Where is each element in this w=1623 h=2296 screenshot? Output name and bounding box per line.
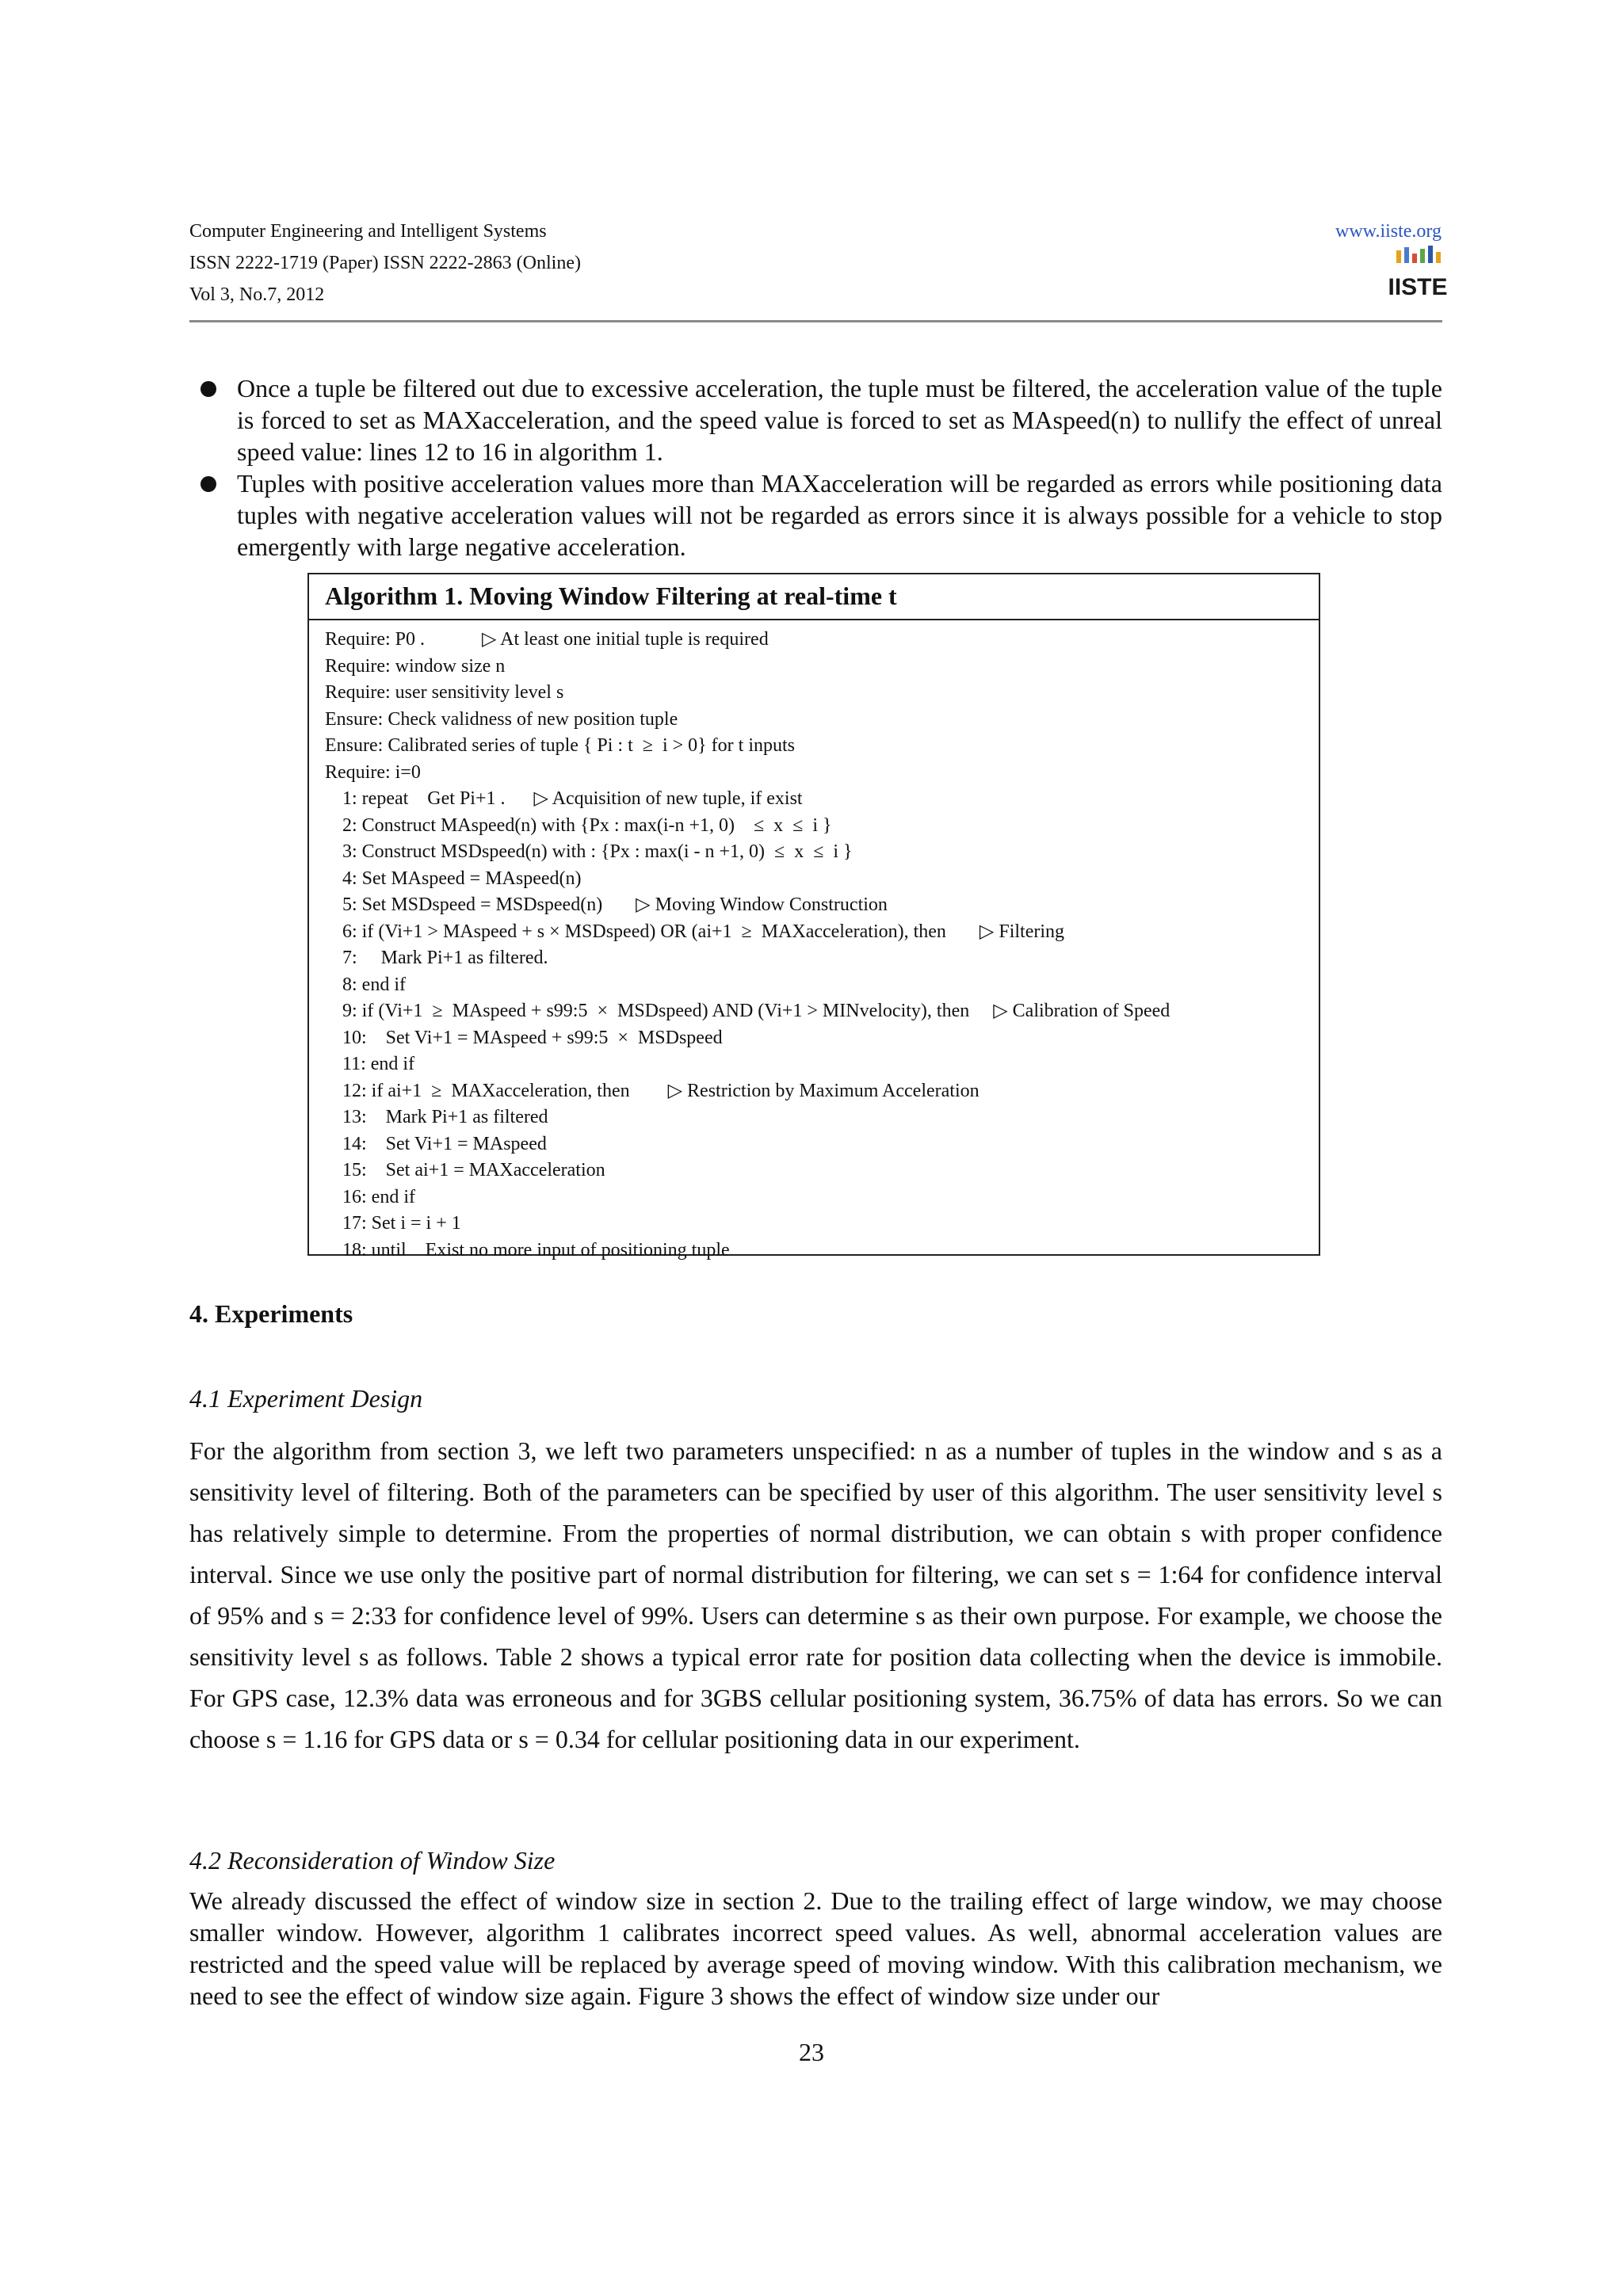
svg-text:IISTE: IISTE bbox=[1388, 274, 1448, 300]
algorithm-line: 18: until Exist no more input of positioning tuple bbox=[342, 1239, 730, 1261]
page-number: 23 bbox=[799, 2038, 824, 2066]
paragraph: For the algorithm from section 3, we left two parameters unspecified: n as a number of tuples in the window and s as a sensitivity level of filtering. Both of the parameters can be specified by user of this algorithm. The user sensitivity level s has relatively simple to determine. From the properties of normal distribution, we can obtain s with proper confidence interval. Since we use only the positive part of normal distribution for filtering, we can set s = 1:64 for confidence interval of 95% and s = 2:33 for confidence level of 99%. Users can determine s as their own purpose. For example, we choose the sensitivity level s as follows. Table 2 shows a typical error rate for position data collecting when the device is immobile. For GPS case, 12.3% data was erroneous and for 3GBS cellular positioning system, 36.75% of data has errors. So we can choose s = 1.16 for GPS data or s = 0.34 for cellular positioning data in our experiment. bbox=[189, 1436, 1442, 1753]
website-link[interactable]: www.iiste.org bbox=[1335, 221, 1442, 242]
algorithm-line: 11: end if bbox=[342, 1054, 415, 1074]
algorithm-line: 14: Set Vi+1 = MAspeed bbox=[342, 1133, 547, 1154]
bullet-text: Tuples with positive acceleration values more than MAXacceleration will be regarded as errors while positioning data tuples with negative acceleration values will not be regarded as errors since it is always possible for a vehicle to stop emergently with large negative acceleration. bbox=[237, 469, 1442, 561]
algorithm-line: 10: Set Vi+1 = MAspeed + s99:5 × MSDspeed bbox=[342, 1027, 723, 1048]
journal-name: Computer Engineering and Intelligent Systems bbox=[189, 221, 547, 242]
algorithm-box bbox=[307, 573, 1320, 1261]
algorithm-line: 3: Construct MSDspeed(n) with : {Px : max(i - n +1, 0) ≤ x ≤ i } bbox=[342, 841, 853, 862]
header-divider bbox=[189, 320, 1442, 322]
algorithm-title: Algorithm 1. Moving Window Filtering at real-time t bbox=[309, 574, 1319, 620]
algorithm-line: 8: end if bbox=[342, 974, 406, 995]
bullet-item bbox=[189, 467, 1442, 563]
bullet-item bbox=[189, 372, 1442, 467]
algorithm-line: 2: Construct MAspeed(n) with {Px : max(i-n +1, 0) ≤ x ≤ i } bbox=[342, 814, 832, 836]
journal-volume: Vol 3, No.7, 2012 bbox=[189, 284, 325, 305]
bullet-dot-icon bbox=[200, 381, 216, 397]
algorithm-line: Require: i=0 bbox=[325, 761, 421, 783]
bullet-text: Once a tuple be filtered out due to excessive acceleration, the tuple must be filtered, the acceleration value of the tuple is forced to set as MAXacceleration, and the speed value is forced to set as MAspeed(n) to nullify the effect of unreal speed value: lines 12 to 16 in algorithm 1. bbox=[237, 374, 1442, 466]
algorithm-body bbox=[309, 620, 1319, 1264]
algorithm-line: Require: user sensitivity level s bbox=[325, 682, 564, 703]
bullet-dot-icon bbox=[200, 476, 216, 492]
bullet-list bbox=[189, 372, 1442, 563]
algorithm-line: 4: Set MAspeed = MAspeed(n) bbox=[342, 868, 582, 889]
algorithm-line: Require: window size n bbox=[325, 655, 506, 677]
algorithm-line: 5: Set MSDspeed = MSDspeed(n) ▷ Moving Window Construction bbox=[342, 894, 888, 915]
algorithm-line: Ensure: Check validness of new position tuple bbox=[325, 708, 678, 730]
page-header bbox=[189, 215, 1442, 311]
journal-issn: ISSN 2222-1719 (Paper) ISSN 2222-2863 (Online) bbox=[189, 253, 581, 273]
algorithm-line: 13: Mark Pi+1 as filtered bbox=[342, 1107, 548, 1127]
algorithm-line: 7: Mark Pi+1 as filtered. bbox=[342, 948, 548, 968]
algorithm-line: 1: repeat Get Pi+1 . ▷ Acquisition of new tuple, if exist bbox=[342, 788, 803, 809]
iiste-logo-icon bbox=[1388, 246, 1448, 301]
algorithm-line: Ensure: Calibrated series of tuple { Pi : t ≥ i > 0} for t inputs bbox=[325, 735, 795, 756]
subsection-title: 4.1 Experiment Design bbox=[189, 1384, 423, 1413]
algorithm-line: 6: if (Vi+1 > MAspeed + s × MSDspeed) OR (ai+1 ≥ MAXacceleration), then ▷ Filtering bbox=[342, 921, 1065, 942]
section-title: 4. Experiments bbox=[189, 1299, 353, 1328]
algorithm-line: Require: P0 . ▷ At least one initial tuple is required bbox=[325, 629, 769, 650]
paragraph: We already discussed the effect of window size in section 2. Due to the trailing effect of large window, we may choose smaller window. However, algorithm 1 calibrates incorrect speed values. As well, abnormal acceleration values are restricted and the speed value will be replaced by average speed of moving window. With this calibration mechanism, we need to see the effect of window size again. Figure 3 shows the effect of window size under our bbox=[189, 1886, 1442, 2010]
algorithm-line: 16: end if bbox=[342, 1186, 415, 1207]
algorithm-line: 15: Set ai+1 = MAXacceleration bbox=[342, 1160, 605, 1180]
algorithm-line: 12: if ai+1 ≥ MAXacceleration, then ▷ Restriction by Maximum Acceleration bbox=[342, 1080, 980, 1101]
subsection-title: 4.2 Reconsideration of Window Size bbox=[189, 1846, 556, 1875]
algorithm-line: 9: if (Vi+1 ≥ MAspeed + s99:5 × MSDspeed) AND (Vi+1 > MINvelocity), then ▷ Calibration of Speed bbox=[342, 1001, 1170, 1021]
algorithm-line: 17: Set i = i + 1 bbox=[342, 1213, 461, 1234]
